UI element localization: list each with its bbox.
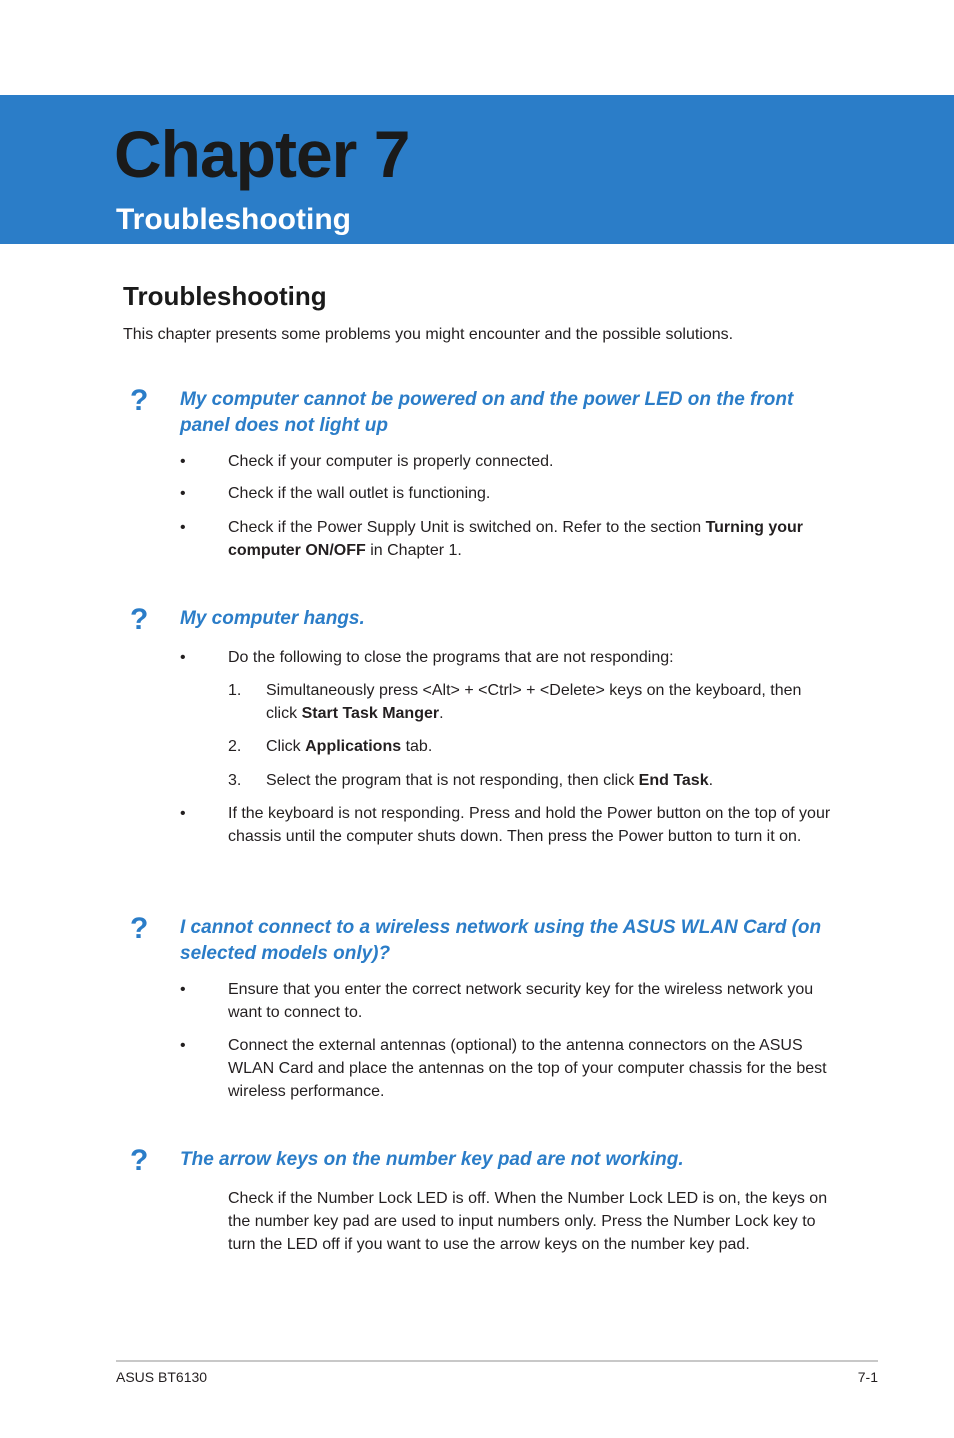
q3-item-2: Connect the external antennas (optional) to the antenna connectors on the ASUS WLAN Card and place the antennas on the top of your computer chassis for the best wireless performance. — [228, 1037, 827, 1100]
page-number: 7-1 — [857, 1369, 878, 1385]
bullet: • — [180, 805, 186, 822]
bullet: • — [180, 453, 186, 470]
section-intro: This chapter presents some problems you might encounter and the possible solutions. — [123, 326, 734, 343]
chapter-title: Chapter 7 — [114, 117, 410, 191]
q2-step-2: Click Applications tab. — [266, 738, 433, 755]
bullet: • — [180, 649, 186, 666]
bullet: • — [180, 485, 186, 502]
question-2: My computer hangs. — [180, 608, 365, 629]
q1-item-1: Check if your computer is properly connected. — [228, 453, 554, 470]
question-icon: ? — [130, 384, 149, 417]
q2-item-2: If the keyboard is not responding. Press and hold the Power button on the top of your chassis until the computer shuts down. Then press the Power button to turn it on. — [228, 805, 831, 845]
q1-item-2: Check if the wall outlet is functioning. — [228, 485, 491, 502]
bullet: • — [180, 981, 186, 998]
footer-product: ASUS BT6130 — [116, 1369, 208, 1385]
q2-step-1: Simultaneously press <Alt> + <Ctrl> + <Delete> keys on the keyboard, then click Start Task Manger. — [266, 682, 802, 722]
question-1: My computer cannot be powered on and the power LED on the front panel does not light up — [180, 389, 794, 436]
question-icon: ? — [130, 912, 149, 945]
question-4: The arrow keys on the number key pad are not working. — [180, 1149, 684, 1170]
footer-divider — [116, 1360, 878, 1362]
step-number: 1. — [228, 682, 242, 699]
q2-item-1: Do the following to close the programs that are not responding: — [228, 649, 674, 666]
question-icon: ? — [130, 1144, 149, 1177]
question-3: I cannot connect to a wireless network using the ASUS WLAN Card (on selected models only)? — [180, 917, 822, 964]
q1-item-3: Check if the Power Supply Unit is switched on. Refer to the section Turning your computer ON/OFF in Chapter 1. — [228, 519, 804, 559]
question-icon: ? — [130, 603, 149, 636]
q2-step-3: Select the program that is not responding, then click End Task. — [266, 772, 714, 789]
q3-item-1: Ensure that you enter the correct network security key for the wireless network you want to connect to. — [228, 981, 814, 1021]
bullet: • — [180, 519, 186, 536]
chapter-subtitle: Troubleshooting — [116, 203, 351, 236]
step-number: 3. — [228, 772, 242, 789]
section-title: Troubleshooting — [123, 281, 327, 311]
step-number: 2. — [228, 738, 242, 755]
q4-answer: Check if the Number Lock LED is off. When the Number Lock LED is on, the keys on the number key pad are used to input numbers only. Press the Number Lock key to turn the LED off if you want to use the arrow keys on the number key pad. — [228, 1190, 828, 1253]
bullet: • — [180, 1037, 186, 1054]
